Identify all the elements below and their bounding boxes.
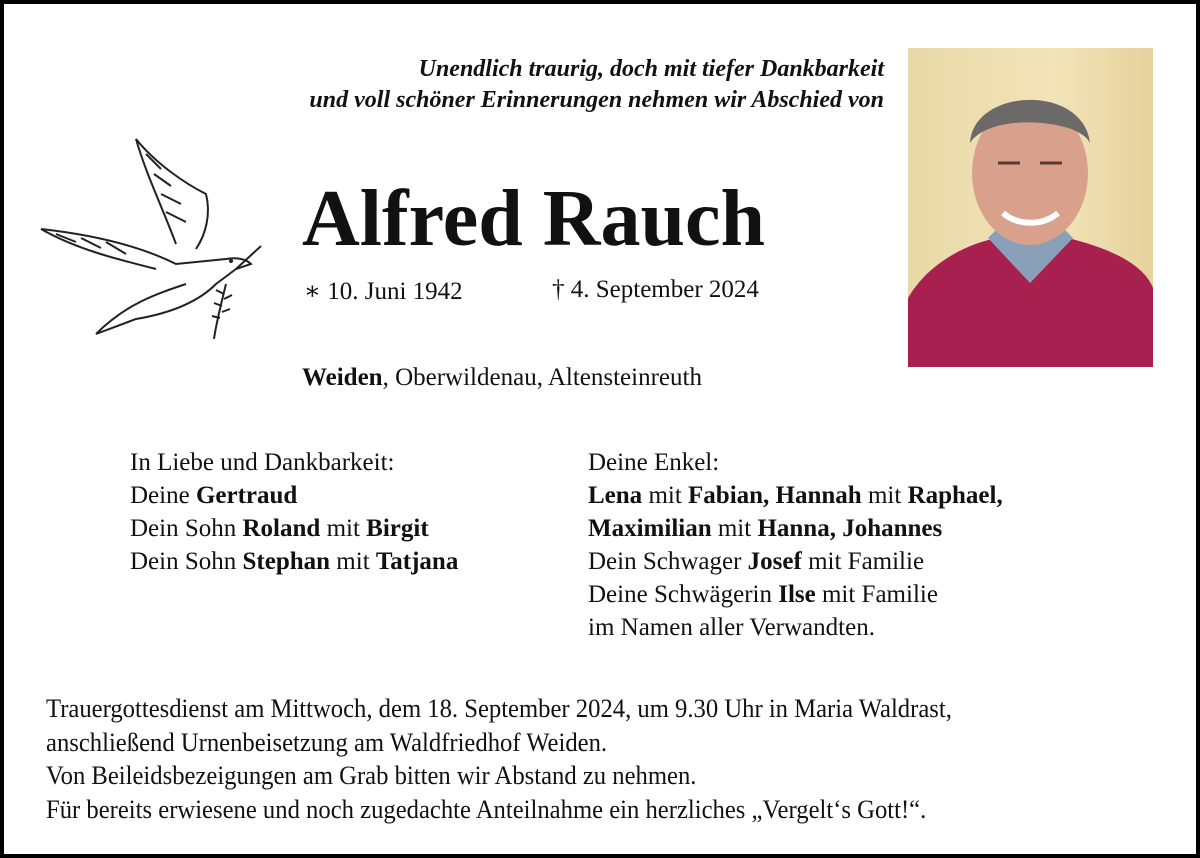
mourner-name: Fabian, Hannah (688, 482, 862, 509)
mourner-text: mit Familie (801, 548, 925, 575)
mourner-text: Deine (130, 482, 196, 509)
mourner-text: mit (861, 482, 908, 509)
cross-icon: † (552, 276, 565, 303)
mourner-name: Roland (242, 515, 321, 542)
mourner-text: In Liebe und Dankbarkeit: (130, 449, 395, 476)
mourner-line (588, 446, 1003, 479)
mourner-name: Birgit (366, 515, 429, 542)
mourner-text: mit (330, 548, 376, 575)
mourner-line (130, 446, 458, 479)
headline-line-2: und voll schöner Erinnerungen nehmen wir Abschied von (309, 87, 884, 113)
mourner-name: Tatjana (375, 548, 459, 575)
death-date (552, 276, 759, 304)
death-date-text: 4. September 2024 (570, 276, 759, 303)
service-line: anschließend Urnenbeisetzung am Waldfriedhof Weiden. (46, 726, 608, 757)
mourner-text: mit (642, 482, 689, 509)
mourner-line (588, 611, 1003, 644)
headline-line-1: Unendlich traurig, doch mit tiefer Dankbarkeit (418, 56, 884, 82)
places (302, 364, 702, 392)
mourner-line (130, 512, 458, 545)
deceased-name: Alfred Rauch (302, 175, 765, 263)
mourner-name: Stephan (242, 548, 331, 575)
mourner-name: Lena (588, 482, 643, 509)
mourner-name: Raphael, (907, 482, 1003, 509)
mourner-name: Ilse (778, 581, 816, 608)
mourner-text: Dein Sohn (130, 548, 243, 575)
place-rest: , Oberwildenau, Altensteinreuth (382, 364, 702, 391)
birth-date-text: 10. Juni 1942 (327, 278, 463, 305)
mourner-line (588, 578, 1003, 611)
mourner-text: mit (320, 515, 367, 542)
mourner-name: Gertraud (195, 482, 298, 509)
mourner-text: Dein Sohn (130, 515, 243, 542)
service-line: Für bereits erwiesene und noch zugedachte Anteilnahme ein herzliches „Vergelt‘s Gott!“. (46, 793, 927, 824)
mourner-name: Hanna, Johannes (757, 515, 943, 542)
mourner-line (588, 512, 1003, 545)
service-info (46, 692, 952, 826)
star-icon: ∗ (304, 278, 321, 305)
mourner-line (130, 545, 458, 578)
mourners-left (130, 446, 458, 578)
mourner-name: Josef (747, 548, 802, 575)
mourner-line (588, 545, 1003, 578)
birth-date (304, 276, 463, 306)
mourner-text: Deine Schwägerin (588, 581, 779, 608)
mourner-line (130, 479, 458, 512)
place-bold: Weiden (302, 364, 383, 391)
mourner-line (588, 479, 1003, 512)
mourner-name: Maximilian (588, 515, 712, 542)
portrait-photo (908, 48, 1153, 367)
service-line: Trauergottesdienst am Mittwoch, dem 18. September 2024, um 9.30 Uhr in Maria Waldrast, (46, 693, 952, 723)
obituary-notice (4, 4, 1196, 854)
mourner-text: Deine Enkel: (588, 449, 720, 476)
mourners-right (588, 446, 1003, 644)
mourner-text: Dein Schwager (588, 548, 748, 575)
service-line: Von Beileidsbezeigungen am Grab bitten wir Abstand zu nehmen. (46, 760, 697, 790)
mourner-text: mit Familie (815, 581, 938, 608)
mourner-text: mit (711, 515, 758, 542)
mourner-text: im Namen aller Verwandten. (588, 614, 875, 641)
dove-icon (36, 134, 266, 344)
